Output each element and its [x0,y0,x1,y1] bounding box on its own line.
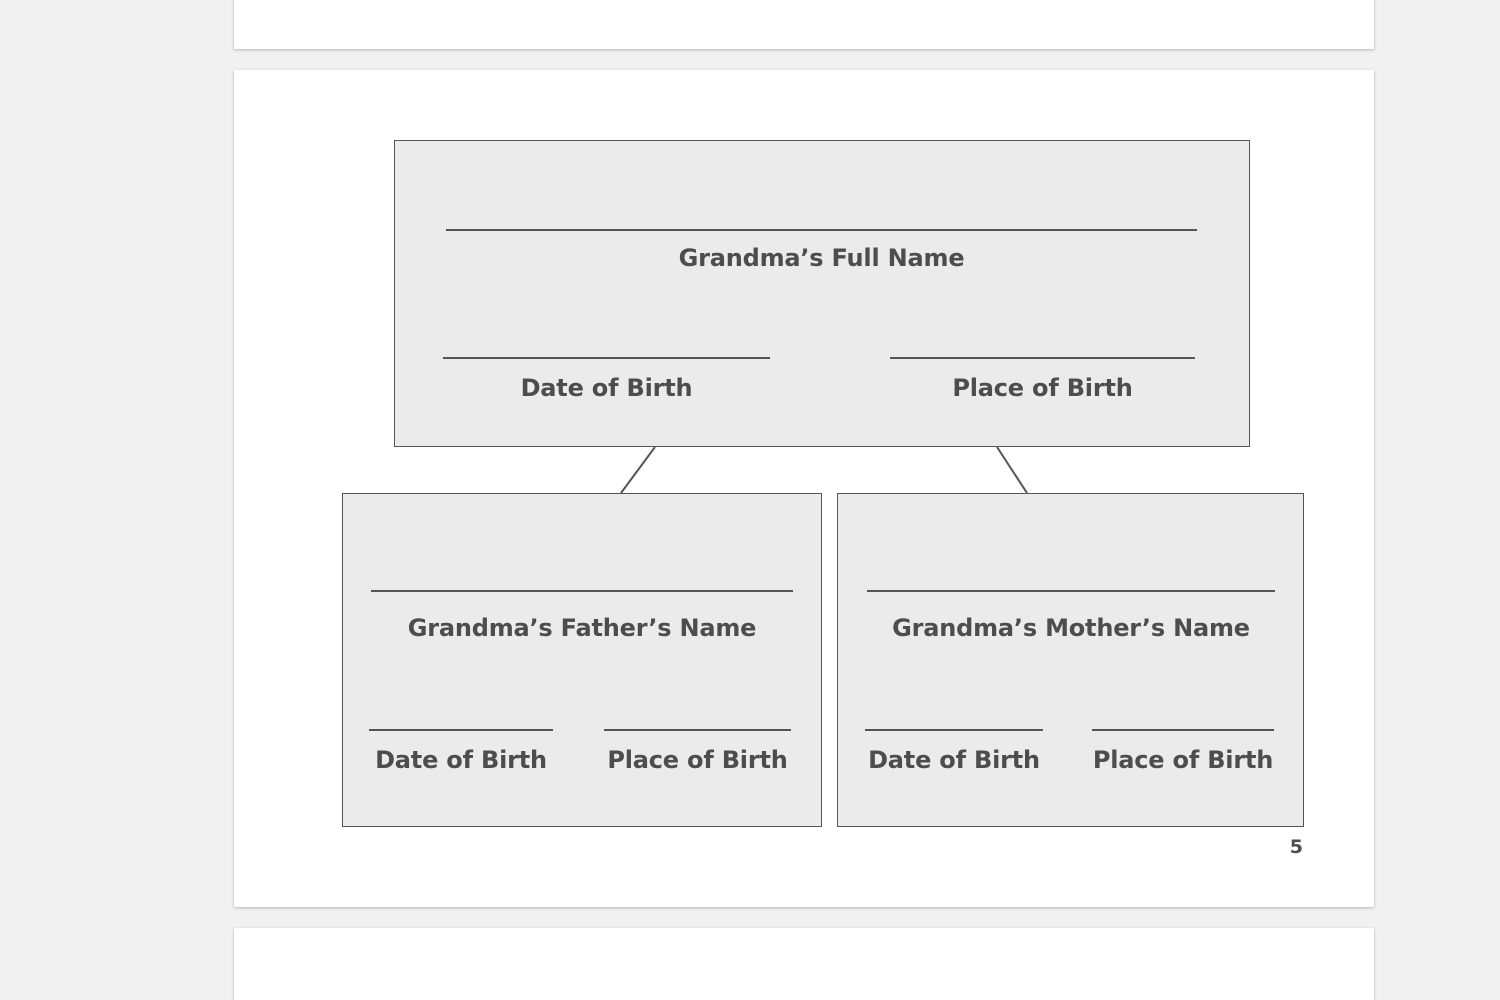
previous-page [234,0,1374,49]
document-page [234,70,1374,907]
father-pob-line [604,729,791,731]
grandma-name-line [446,229,1197,231]
grandma-name-label: Grandma’s Full Name [678,244,965,272]
grandma-box [394,140,1250,447]
grandma-dob-line [443,357,770,359]
father-name-line [371,590,793,592]
next-page [234,928,1374,1000]
mother-name-label: Grandma’s Mother’s Name [892,614,1250,642]
mother-pob-line [1092,729,1274,731]
page-number: 5 [1289,836,1303,858]
mother-dob-label: Date of Birth [868,746,1040,774]
mother-name-line [867,590,1275,592]
father-box [342,493,822,827]
father-dob-line [369,729,553,731]
father-name-label: Grandma’s Father’s Name [407,614,757,642]
connector-father [621,447,655,493]
father-pob-label: Place of Birth [607,746,788,774]
grandma-pob-line [890,357,1195,359]
connector-mother [997,447,1027,493]
grandma-pob-label: Place of Birth [952,374,1133,402]
mother-box [837,493,1304,827]
father-dob-label: Date of Birth [375,746,547,774]
mother-dob-line [865,729,1043,731]
mother-pob-label: Place of Birth [1092,746,1274,774]
grandma-dob-label: Date of Birth [520,374,693,402]
